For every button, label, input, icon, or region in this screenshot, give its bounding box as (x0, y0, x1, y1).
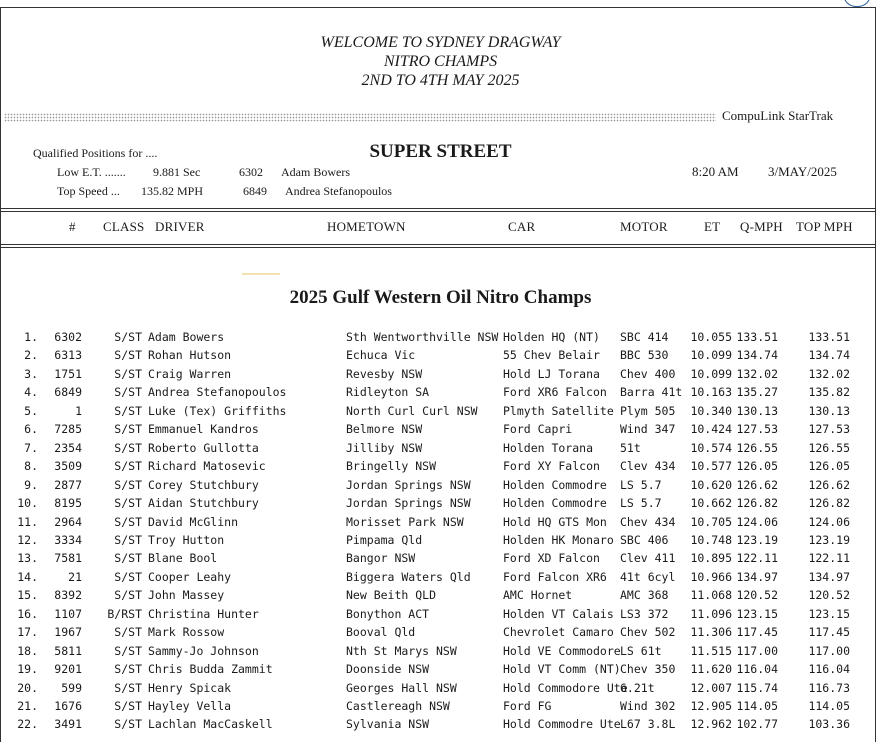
col-header-et: ET (704, 219, 721, 234)
motor-cell: LS 61t (620, 643, 662, 658)
report-date: 3/MAY/2025 (768, 164, 837, 179)
table-row (0, 625, 876, 643)
driver-cell: Richard Matosevic (148, 459, 266, 474)
et-cell: 11.620 (690, 662, 732, 677)
et-cell: 10.424 (690, 422, 732, 437)
car-number-cell: 1107 (54, 606, 82, 621)
col-header-motor: MOTOR (620, 219, 668, 234)
position-cell: 19. (17, 662, 38, 677)
hometown-cell: Bonython ACT (346, 606, 430, 621)
hometown-cell: New Beith QLD (346, 588, 437, 603)
et-cell: 10.620 (690, 477, 732, 492)
table-row (0, 348, 876, 366)
col-header-car: CAR (508, 219, 536, 234)
class-cell: S/ST (114, 569, 142, 584)
class-cell: S/ST (114, 440, 142, 455)
q-mph-cell: 117.45 (736, 625, 778, 640)
table-row (0, 404, 876, 422)
position-cell: 2. (24, 348, 38, 363)
class-cell: S/ST (114, 699, 142, 713)
qualified-label: Qualified Positions for .... (33, 146, 158, 160)
top-mph-cell: 120.52 (808, 588, 850, 603)
hometown-cell: Booval Qld (346, 625, 416, 640)
table-row (0, 607, 876, 625)
car-number-cell: 5811 (54, 643, 82, 658)
hometown-cell: Pimpama Qld (346, 532, 423, 547)
car-cell: 55 Chev Belair (503, 348, 600, 363)
position-cell: 10. (17, 496, 38, 511)
car-number-cell: 9201 (54, 662, 82, 677)
top-mph-cell: 132.02 (808, 366, 850, 381)
position-cell: 18. (17, 643, 38, 658)
class-cell: S/ST (114, 422, 142, 437)
car-cell: Holden VT Calais (503, 606, 614, 621)
header-divider-top (0, 208, 876, 209)
hometown-cell: Jordan Springs NSW (346, 496, 471, 511)
q-mph-cell: 114.05 (736, 699, 778, 713)
top-mph-cell: 117.00 (808, 643, 850, 658)
top-speed-driver: Andrea Stefanopoulos (285, 184, 392, 198)
class-cell: S/ST (114, 477, 142, 492)
car-cell: AMC Hornet (503, 588, 573, 603)
q-mph-cell: 122.11 (736, 551, 778, 566)
car-cell: Ford XD Falcon (503, 551, 600, 566)
class-cell: S/ST (114, 496, 142, 511)
car-number-cell: 2354 (54, 440, 82, 455)
top-speed-value: 135.82 MPH (141, 184, 204, 198)
car-cell: Chevrolet Camaro (503, 625, 614, 640)
car-cell: Ford Capri (503, 422, 573, 437)
q-mph-cell: 130.13 (736, 403, 778, 418)
car-number-cell: 599 (61, 680, 82, 695)
car-number-cell: 8195 (54, 496, 82, 511)
table-row (0, 422, 876, 440)
class-cell: S/ST (114, 551, 142, 566)
q-mph-cell: 120.52 (736, 588, 778, 603)
et-cell: 11.096 (690, 606, 732, 621)
motor-cell: Wind 302 (620, 699, 676, 713)
position-cell: 1. (24, 330, 38, 344)
top-mph-cell: 103.36 (808, 717, 850, 732)
class-cell: S/ST (114, 403, 142, 418)
motor-cell: LS3 372 (620, 606, 669, 621)
driver-cell: Troy Hutton (148, 532, 225, 547)
hometown-cell: Jilliby NSW (346, 440, 423, 455)
driver-cell: Luke (Tex) Griffiths (148, 403, 287, 418)
car-number-cell: 3509 (54, 459, 82, 474)
q-mph-cell: 115.74 (736, 680, 778, 695)
car-cell: Hold HQ GTS Mon (503, 514, 607, 529)
table-row (0, 644, 876, 662)
position-cell: 9. (24, 477, 38, 492)
class-cell: S/ST (114, 366, 142, 381)
motor-cell: Wind 347 (620, 422, 676, 437)
motor-cell: Clev 434 (620, 459, 676, 474)
motor-cell: LS 5.7 (620, 496, 662, 511)
position-cell: 12. (17, 532, 38, 547)
highlight-mark (242, 273, 280, 275)
top-mph-cell: 126.82 (808, 496, 850, 511)
driver-cell: Rohan Hutson (148, 348, 232, 363)
q-mph-cell: 133.51 (736, 330, 778, 344)
motor-cell: Chev 400 (620, 366, 676, 381)
hometown-cell: Doonside NSW (346, 662, 430, 677)
et-cell: 11.306 (690, 625, 732, 640)
driver-cell: Lachlan MacCaskell (148, 717, 273, 732)
col-header-num: # (69, 219, 76, 234)
car-cell: Holden Commodre (503, 477, 607, 492)
driver-cell: Mark Rossow (148, 625, 225, 640)
et-cell: 10.340 (690, 403, 732, 418)
motor-cell: Clev 411 (620, 551, 676, 566)
top-mph-cell: 130.13 (808, 403, 850, 418)
hometown-cell: Jordan Springs NSW (346, 477, 471, 492)
position-cell: 22. (17, 717, 38, 732)
et-cell: 12.905 (690, 699, 732, 713)
driver-cell: Henry Spicak (148, 680, 232, 695)
class-cell: S/ST (114, 680, 142, 695)
car-number-cell: 7581 (54, 551, 82, 566)
table-row (0, 330, 876, 348)
table-row (0, 717, 876, 735)
table-row (0, 385, 876, 403)
class-cell: S/ST (114, 588, 142, 603)
et-cell: 10.966 (690, 569, 732, 584)
et-cell: 10.705 (690, 514, 732, 529)
motor-cell: BBC 530 (620, 348, 669, 363)
et-cell: 10.099 (690, 366, 732, 381)
top-mph-cell: 126.55 (808, 440, 850, 455)
position-cell: 20. (17, 680, 38, 695)
position-cell: 7. (24, 440, 38, 455)
class-cell: S/ST (114, 348, 142, 363)
car-cell: Ford XY Falcon (503, 459, 600, 474)
et-cell: 11.515 (690, 643, 732, 658)
hometown-cell: Morisset Park NSW (346, 514, 464, 529)
top-mph-cell: 123.19 (808, 532, 850, 547)
top-mph-cell: 133.51 (808, 330, 850, 344)
header-divider-bottom (0, 244, 876, 245)
position-cell: 13. (17, 551, 38, 566)
position-cell: 11. (17, 514, 38, 529)
top-speed-car-number: 6849 (243, 184, 267, 198)
hometown-cell: North Curl Curl NSW (346, 403, 478, 418)
q-mph-cell: 124.06 (736, 514, 778, 529)
motor-cell: Chev 350 (620, 662, 676, 677)
car-cell: Holden Torana (503, 440, 594, 455)
motor-cell: AMC 368 (620, 588, 669, 603)
et-cell: 12.962 (690, 717, 732, 732)
header-divider-top-2 (0, 211, 876, 212)
car-cell: Holden Commodre (503, 496, 607, 511)
position-cell: 15. (17, 588, 38, 603)
motor-cell: Barra 41t (620, 385, 683, 400)
top-mph-cell: 134.74 (808, 348, 850, 363)
hometown-cell: Biggera Waters Qld (346, 569, 471, 584)
table-row (0, 570, 876, 588)
class-cell: S/ST (114, 459, 142, 474)
hometown-cell: Sth Wentworthville NSW (346, 330, 499, 344)
motor-cell: 51t (620, 440, 641, 455)
hometown-cell: Castlereagh NSW (346, 699, 450, 713)
event-title: 2025 Gulf Western Oil Nitro Champs (289, 287, 592, 308)
table-row (0, 367, 876, 385)
table-row (0, 459, 876, 477)
class-cell: S/ST (114, 643, 142, 658)
top-mph-cell: 126.62 (808, 477, 850, 492)
low-et-car-number: 6302 (239, 165, 263, 179)
position-cell: 17. (17, 625, 38, 640)
car-cell: Ford XR6 Falcon (503, 385, 607, 400)
car-cell: Holden HK Monaro (503, 532, 614, 547)
col-header-top-mph: TOP MPH (796, 219, 853, 234)
car-cell: Hold LJ Torana (503, 366, 600, 381)
et-cell: 10.577 (690, 459, 732, 474)
et-cell: 10.099 (690, 348, 732, 363)
car-number-cell: 8392 (54, 588, 82, 603)
class-cell: S/ST (114, 385, 142, 400)
position-cell: 6. (24, 422, 38, 437)
car-number-cell: 7285 (54, 422, 82, 437)
q-mph-cell: 102.77 (736, 717, 778, 732)
q-mph-cell: 126.82 (736, 496, 778, 511)
stipple-divider (4, 113, 716, 122)
driver-cell: Cooper Leahy (148, 569, 232, 584)
hometown-cell: Bangor NSW (346, 551, 416, 566)
driver-cell: Sammy-Jo Johnson (148, 643, 259, 658)
welcome-line: 2ND TO 4TH MAY 2025 (361, 72, 520, 89)
q-mph-cell: 123.19 (736, 532, 778, 547)
car-number-cell: 1676 (54, 699, 82, 713)
hometown-cell: Nth St Marys NSW (346, 643, 457, 658)
q-mph-cell: 127.53 (736, 422, 778, 437)
et-cell: 10.895 (690, 551, 732, 566)
car-cell: Hold VE Commodore (503, 643, 621, 658)
low-et-driver: Adam Bowers (281, 165, 350, 179)
car-number-cell: 21 (68, 569, 82, 584)
driver-cell: Roberto Gullotta (148, 440, 259, 455)
position-cell: 5. (24, 403, 38, 418)
table-row (0, 681, 876, 699)
et-cell: 10.163 (690, 385, 732, 400)
low-et-label: Low E.T. ....... (57, 165, 126, 179)
driver-cell: Craig Warren (148, 366, 232, 381)
driver-cell: Aidan Stutchbury (148, 496, 259, 511)
car-number-cell: 6849 (54, 385, 82, 400)
car-number-cell: 6313 (54, 348, 82, 363)
top-mph-cell: 126.05 (808, 459, 850, 474)
top-mph-cell: 123.15 (808, 606, 850, 621)
driver-cell: David McGlinn (148, 514, 239, 529)
col-header-qmph: Q-MPH (740, 219, 783, 234)
car-number-cell: 6302 (54, 330, 82, 344)
low-et-value: 9.881 Sec (153, 165, 201, 179)
car-number-cell: 1 (75, 403, 82, 418)
motor-cell: SBC 414 (620, 330, 669, 344)
motor-cell: 41t 6cyl (620, 569, 676, 584)
driver-cell: Adam Bowers (148, 330, 225, 344)
position-cell: 14. (17, 569, 38, 584)
top-mph-cell: 116.04 (808, 662, 850, 677)
table-row (0, 478, 876, 496)
et-cell: 10.055 (690, 330, 732, 344)
q-mph-cell: 117.00 (736, 643, 778, 658)
car-cell: Hold VT Comm (NT) (503, 662, 621, 677)
welcome-banner (0, 33, 881, 90)
class-cell: S/ST (114, 662, 142, 677)
motor-cell: SBC 406 (620, 532, 669, 547)
car-number-cell: 2877 (54, 477, 82, 492)
class-title: SUPER STREET (369, 141, 512, 162)
q-mph-cell: 134.97 (736, 569, 778, 584)
driver-cell: Corey Stutchbury (148, 477, 259, 492)
hometown-cell: Ridleyton SA (346, 385, 430, 400)
top-mph-cell: 114.05 (808, 699, 850, 713)
car-number-cell: 2964 (54, 514, 82, 529)
car-cell: Hold Commodore Ute (503, 680, 628, 695)
header-divider-bottom-2 (0, 247, 876, 248)
top-mph-cell: 116.73 (808, 680, 850, 695)
brand-label: CompuLink StarTrak (722, 108, 834, 123)
hometown-cell: Belmore NSW (346, 422, 423, 437)
hometown-cell: Georges Hall NSW (346, 680, 457, 695)
car-cell: Holden HQ (NT) (503, 330, 600, 344)
table-row (0, 699, 876, 717)
table-row (0, 662, 876, 680)
q-mph-cell: 126.62 (736, 477, 778, 492)
class-cell: B/RST (107, 606, 142, 621)
position-cell: 16. (17, 606, 38, 621)
col-header-class: CLASS (103, 219, 145, 234)
car-number-cell: 3334 (54, 532, 82, 547)
motor-cell: Chev 502 (620, 625, 676, 640)
welcome-line: WELCOME TO SYDNEY DRAGWAY (320, 34, 561, 51)
driver-cell: Chris Budda Zammit (148, 662, 273, 677)
table-row (0, 588, 876, 606)
position-cell: 4. (24, 385, 38, 400)
car-cell: Plmyth Satellite (503, 403, 614, 418)
car-cell: Hold Commodre Ute (503, 717, 621, 732)
q-mph-cell: 135.27 (736, 385, 778, 400)
driver-cell: Emmanuel Kandros (148, 422, 259, 437)
class-cell: S/ST (114, 625, 142, 640)
car-cell: Ford FG (503, 699, 552, 713)
page-frame-top (0, 7, 876, 8)
et-cell: 12.007 (690, 680, 732, 695)
top-speed-label: Top Speed ... (57, 184, 120, 198)
class-cell: S/ST (114, 532, 142, 547)
col-header-driver: DRIVER (155, 219, 205, 234)
motor-cell: L67 3.8L (620, 717, 676, 732)
car-number-cell: 1967 (54, 625, 82, 640)
car-number-cell: 1751 (54, 366, 82, 381)
motor-cell: LS 5.7 (620, 477, 662, 492)
class-cell: S/ST (114, 514, 142, 529)
table-row (0, 515, 876, 533)
et-cell: 10.574 (690, 440, 732, 455)
driver-cell: Andrea Stefanopoulos (148, 385, 287, 400)
top-mph-cell: 117.45 (808, 625, 850, 640)
motor-cell: 6.21t (620, 680, 655, 695)
position-cell: 3. (24, 366, 38, 381)
report-time: 8:20 AM (692, 164, 739, 179)
q-mph-cell: 123.15 (736, 606, 778, 621)
table-row (0, 533, 876, 551)
q-mph-cell: 134.74 (736, 348, 778, 363)
driver-cell: John Massey (148, 588, 225, 603)
et-cell: 10.662 (690, 496, 732, 511)
motor-cell: Chev 434 (620, 514, 676, 529)
hometown-cell: Revesby NSW (346, 366, 423, 381)
hometown-cell: Echuca Vic (346, 348, 416, 363)
top-mph-cell: 135.82 (808, 385, 850, 400)
q-mph-cell: 132.02 (736, 366, 778, 381)
top-mph-cell: 134.97 (808, 569, 850, 584)
et-cell: 10.748 (690, 532, 732, 547)
table-row (0, 441, 876, 459)
corner-mark (843, 0, 871, 7)
top-mph-cell: 127.53 (808, 422, 850, 437)
position-cell: 8. (24, 459, 38, 474)
driver-cell: Hayley Vella (148, 699, 232, 713)
class-cell: S/ST (114, 330, 142, 344)
q-mph-cell: 116.04 (736, 662, 778, 677)
welcome-line: NITRO CHAMPS (383, 53, 498, 70)
driver-cell: Christina Hunter (148, 606, 259, 621)
hometown-cell: Sylvania NSW (346, 717, 430, 732)
et-cell: 11.068 (690, 588, 732, 603)
q-mph-cell: 126.55 (736, 440, 778, 455)
hometown-cell: Bringelly NSW (346, 459, 437, 474)
top-mph-cell: 122.11 (808, 551, 850, 566)
car-number-cell: 3491 (54, 717, 82, 732)
class-cell: S/ST (114, 717, 142, 732)
col-header-hometown: HOMETOWN (327, 219, 406, 234)
car-cell: Ford Falcon XR6 (503, 569, 607, 584)
position-cell: 21. (17, 699, 38, 713)
driver-cell: Blane Bool (148, 551, 218, 566)
q-mph-cell: 126.05 (736, 459, 778, 474)
table-row (0, 551, 876, 569)
motor-cell: Plym 505 (620, 403, 676, 418)
top-mph-cell: 124.06 (808, 514, 850, 529)
table-row (0, 496, 876, 514)
